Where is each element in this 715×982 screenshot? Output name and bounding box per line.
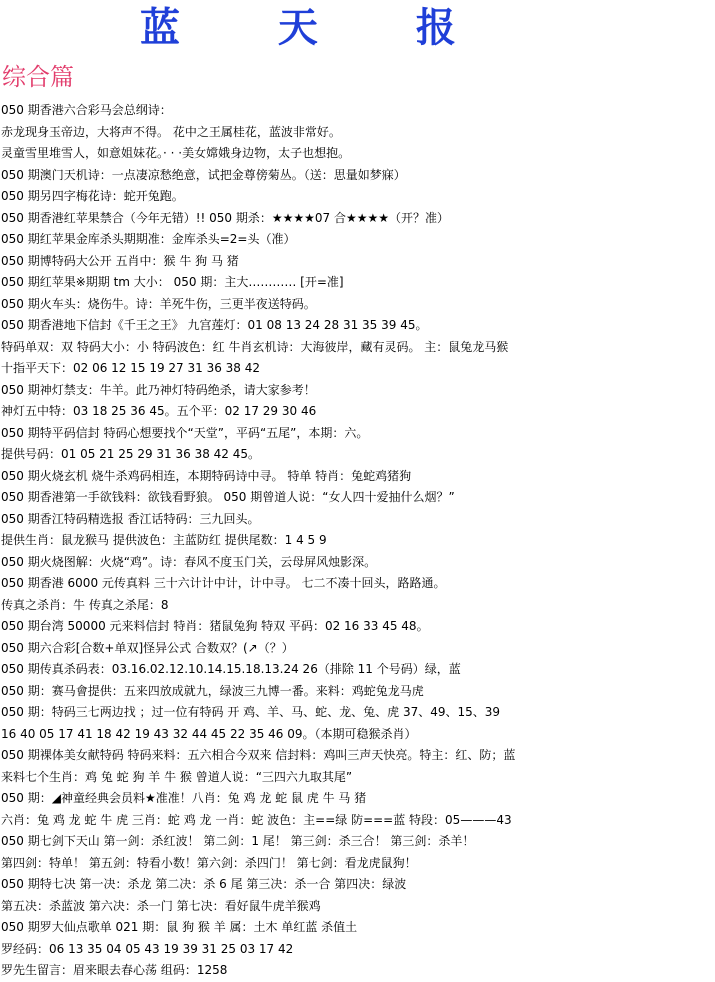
text-line: 罗先生留言：眉来眼去春心荡 组码：1258 bbox=[1, 963, 228, 977]
text-line: 050 期博特码大公开 五肖中：猴 牛 狗 马 猪 bbox=[1, 253, 239, 268]
text-line: 第四剑：特单！ 第五剑：特看小数！第六剑：杀四门！ 第七剑：看龙虎鼠狗！ bbox=[1, 855, 417, 870]
text-line: 050 期台湾 50000 元来料信封 特肖：猪鼠兔狗 特双 平码：02 16 33 45 48。 bbox=[1, 619, 429, 633]
text-line: 050 期罗大仙点歌单 021 期：鼠 狗 猴 羊 属：土木 单红蓝 杀值土 bbox=[1, 920, 358, 934]
text-line: 050 期神灯禁支：牛羊。此乃神灯特码绝杀，请大家参考！ bbox=[1, 382, 316, 397]
text-line: 赤龙现身玉帝边，大将声不得。 花中之王属桂花，蓝波非常好。 bbox=[1, 124, 341, 139]
text-line: 050 期火烧玄机 烧牛杀鸡码相连，本期特码诗中寻。 特单 特肖：兔蛇鸡猪狗 bbox=[1, 468, 412, 483]
text-line: 050 期另四字梅花诗：蛇开兔跑。 bbox=[1, 189, 184, 203]
text-line: 第五决：杀蓝波 第六决：杀一门 第七决：看好鼠牛虎羊猴鸡 bbox=[1, 898, 321, 913]
section-heading: 综合篇 bbox=[2, 63, 74, 91]
text-line: 六肖：兔 鸡 龙 蛇 牛 虎 三肖：蛇 鸡 龙 一肖：蛇 波色：主==绿 防===蓝 特段：05———43 bbox=[1, 812, 512, 827]
text-line: 050 期：赛马會提供：五来四放成就九，绿波三九博一番。来料：鸡蛇兔龙马虎 bbox=[1, 683, 424, 698]
text-line: 050 期：特码三七两边找 ；过一位有特码 开 鸡、羊、马、蛇、龙、兔、虎 37、49、15、39 bbox=[1, 705, 501, 719]
text-line: 050 期特七决 第一决：杀龙 第二决：杀 6 尾 第三决：杀一合 第四决：绿波 bbox=[1, 877, 407, 891]
newspaper-title: 蓝 天 报 bbox=[140, 4, 498, 51]
text-line: 050 期六合彩[合数+单双]怪异公式 合数双？(↗（？） bbox=[1, 640, 294, 655]
text-line: 050 期特平码信封 特码心想要找个“天堂”，平码“五尾”，本期：六。 bbox=[1, 425, 369, 440]
text-line: 特码单双：双 特码大小：小 特码波色：红 牛肖玄机诗：大海彼岸，藏有灵码。 主：鼠兔龙马猴 bbox=[1, 339, 509, 354]
text-line: 050 期澳门天机诗：一点凄凉愁绝意，试把金尊傍菊丛。（送：思量如梦寐） bbox=[1, 167, 406, 182]
text-line: 罗经码：06 13 35 04 05 43 19 39 31 25 03 17 42 bbox=[1, 941, 294, 956]
text-line: 050 期香港第一手欲钱料：欲钱看野狼。 050 期曾道人说：“女人四十爱抽什么烟？” bbox=[1, 490, 455, 504]
text-line: 来料七个生肖：鸡 兔 蛇 狗 羊 牛 猴 曾道人说：“三四六九取其尾” bbox=[1, 769, 353, 784]
text-line: 050 期香江特码精选报 香江话特码：三九回头。 bbox=[1, 511, 260, 526]
text-line: 050 期火烧图解：火烧“鸡”。诗：春风不度玉门关，云母屏风烛影深。 bbox=[1, 554, 377, 569]
text-line: 十指平天下：02 06 12 15 19 27 31 36 38 42 bbox=[1, 361, 261, 375]
text-line: 050 期香港 6000 元传真料 三十六计计中计，计中寻。 七二不凑十回头，路路通。 bbox=[1, 576, 446, 590]
text-line: 16 40 05 17 41 18 42 19 43 32 44 45 22 35 46 09。（本期可稳猴杀肖） bbox=[1, 726, 417, 741]
text-line: 050 期传真杀码表：03.16.02.12.10.14.15.18.13.24 26（排除 11 个号码）绿，蓝 bbox=[1, 662, 461, 676]
text-line: 神灯五中特：03 18 25 36 45。五个平：02 17 29 30 46 bbox=[1, 404, 317, 418]
text-line: 提供号码：01 05 21 25 29 31 36 38 42 45。 bbox=[1, 447, 261, 461]
text-line: 传真之杀肖：牛 传真之杀尾：8 bbox=[1, 597, 169, 612]
text-line: 050 期裸体美女献特码 特码来料：五六相合今双来 信封料：鸡叫三声天快亮。特主：红、防；蓝 bbox=[1, 748, 516, 762]
article-body bbox=[0, 100, 715, 982]
text-line: 050 期七剑下天山 第一剑：杀红波！ 第二剑：1 尾！ 第三剑：杀三合！ 第三剑：杀羊！ bbox=[1, 834, 475, 848]
text-line: 050 期香港地下信封《千王之王》 九宫莲灯：01 08 13 24 28 31 35 39 45。 bbox=[1, 318, 428, 332]
text-line: 灵童雪里堆雪人，如意姐妹花。· · ·美女嫦娥身边物，太子也想抱。 bbox=[1, 146, 351, 160]
text-line: 050 期红苹果金库杀头期期准：金库杀头=2=头（准） bbox=[1, 232, 296, 246]
text-line: 050 期香港红苹果禁合（今年无错）!! 050 期杀：★★★★07 合★★★★（开？准） bbox=[1, 210, 450, 225]
masthead bbox=[0, 0, 715, 60]
text-line: 050 期红苹果※期期 tm 大小： 050 期：主大………… [开=准] bbox=[1, 275, 344, 289]
text-line: 050 期：◢神童经典会员料★准准！八肖：兔 鸡 龙 蛇 鼠 虎 牛 马 猪 bbox=[1, 791, 367, 805]
text-line: 050 期火车头：烧伤牛。诗：羊死牛伤，三更半夜送特码。 bbox=[1, 296, 316, 311]
text-line: 050 期香港六合彩马会总纲诗： bbox=[1, 103, 172, 117]
text-line: 提供生肖：鼠龙猴马 提供波色：主蓝防红 提供尾数：1 4 5 9 bbox=[1, 533, 327, 547]
